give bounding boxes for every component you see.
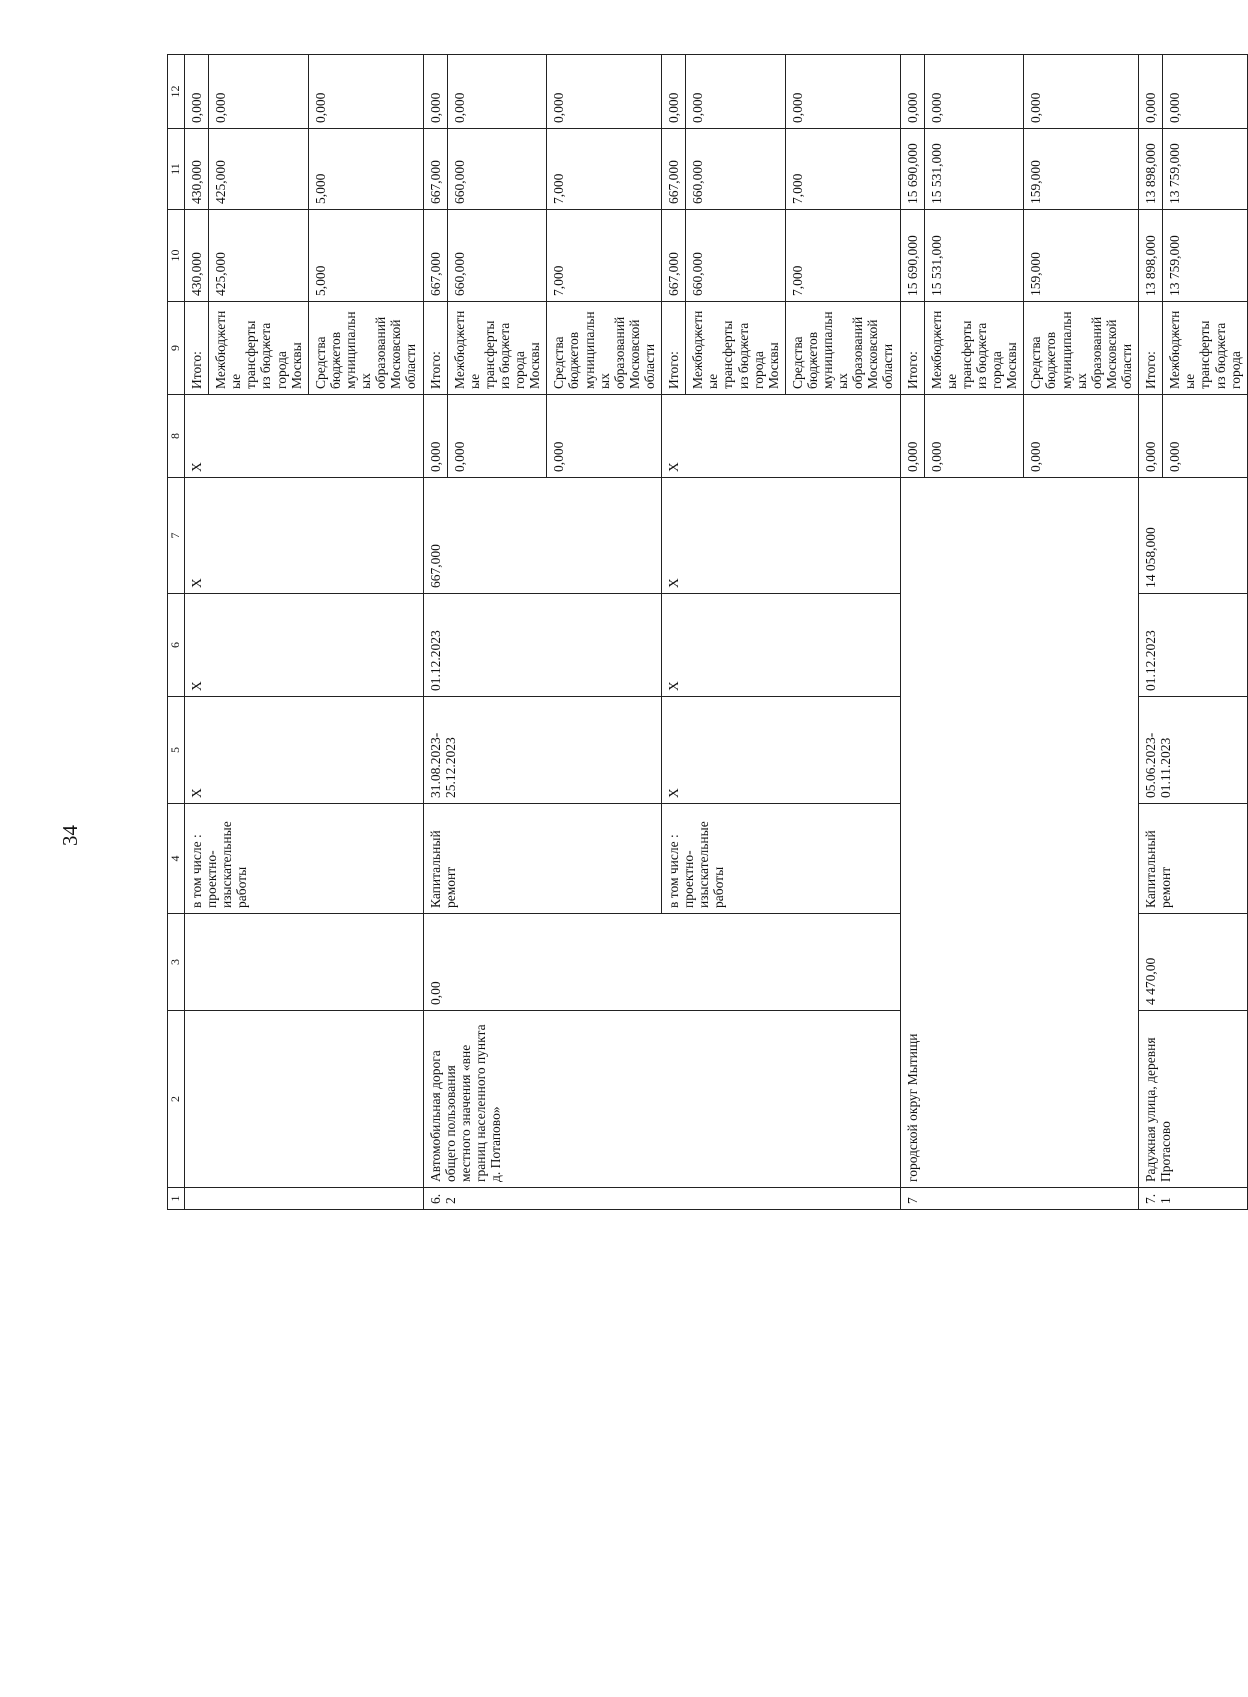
header-cell: 8 bbox=[168, 395, 185, 478]
cell-col11: 425,000 bbox=[209, 129, 309, 210]
cell-cost: X bbox=[185, 478, 424, 594]
cell-cost: X bbox=[662, 478, 901, 594]
cell-col11: 430,000 bbox=[185, 129, 209, 210]
cell-source: Межбюджетные трансферты из бюджета города Москвы bbox=[686, 302, 786, 395]
cell-source: Межбюджетные трансферты из бюджета города Москвы bbox=[924, 302, 1024, 395]
cell-col12: 0,000 bbox=[924, 55, 1024, 129]
cell-dates: 31.08.2023-25.12.2023 bbox=[423, 697, 662, 804]
cell-source: Итого: bbox=[423, 302, 447, 395]
cell-col12: 0,000 bbox=[308, 55, 423, 129]
cell-number bbox=[185, 1188, 424, 1210]
cell-col12: 0,000 bbox=[209, 55, 309, 129]
header-cell: 5 bbox=[168, 697, 185, 804]
cell-col12: 0,000 bbox=[785, 55, 900, 129]
cell-col11: 660,000 bbox=[447, 129, 547, 210]
cell-col8: 0,000 bbox=[1024, 395, 1139, 478]
cell-dates: 05.06.2023-01.11.2023 bbox=[1139, 697, 1248, 804]
cell-deadline: X bbox=[185, 594, 424, 697]
cell-col11: 660,000 bbox=[686, 129, 786, 210]
header-cell: 11 bbox=[168, 129, 185, 210]
header-cell: 2 bbox=[168, 1011, 185, 1188]
cell-object: Радужная улица, деревня Протасово bbox=[1139, 1011, 1248, 1188]
cell-source: Итого: bbox=[662, 302, 686, 395]
cell-source: Средства бюджетов муниципальных образований Московской области bbox=[547, 302, 662, 395]
cell-object bbox=[185, 1011, 424, 1188]
cell-col8: 0,000 bbox=[1139, 395, 1163, 478]
cell-col11: 15 531,000 bbox=[924, 129, 1024, 210]
header-row bbox=[168, 55, 185, 1210]
cell-source: Межбюджетные трансферты из бюджета города Москвы bbox=[209, 302, 309, 395]
cell-col10: 667,000 bbox=[423, 210, 447, 302]
cell-col12: 0,000 bbox=[423, 55, 447, 129]
cell-source: Средства бюджетов муниципальных образований Московской области bbox=[1024, 302, 1139, 395]
cell-source: Итого: bbox=[1139, 302, 1163, 395]
cell-source: Средства бюджетов муниципальных образований Московской области bbox=[308, 302, 423, 395]
cell-col11: 7,000 bbox=[785, 129, 900, 210]
cell-object: городской округ Мытищи bbox=[900, 478, 1139, 1188]
table-row bbox=[185, 55, 209, 1210]
cell-deadline: X bbox=[662, 594, 901, 697]
cell-source: Средства бюджетов муниципальных образований Московской области bbox=[785, 302, 900, 395]
table-row bbox=[1139, 55, 1163, 1210]
financing-table bbox=[167, 54, 1248, 1210]
cell-source: Межбюджетные трансферты из бюджета города bbox=[1163, 302, 1248, 395]
cell-length: 0,00 bbox=[423, 914, 900, 1011]
header-cell: 3 bbox=[168, 914, 185, 1011]
cell-number: 6.2 bbox=[423, 1188, 900, 1210]
cell-col12: 0,000 bbox=[185, 55, 209, 129]
cell-col12: 0,000 bbox=[547, 55, 662, 129]
cell-source: Итого: bbox=[185, 302, 209, 395]
cell-col8: X bbox=[662, 395, 901, 478]
cell-col8: 0,000 bbox=[447, 395, 547, 478]
cell-object: Автомобильная дорога общего пользования местного значения «вне границ населенного пункта д. Потапово» bbox=[423, 1011, 900, 1188]
cell-col8: X bbox=[185, 395, 424, 478]
cell-col11: 667,000 bbox=[423, 129, 447, 210]
cell-col11: 7,000 bbox=[547, 129, 662, 210]
cell-work-type: Капитальный ремонт bbox=[423, 804, 662, 914]
cell-deadline: 01.12.2023 bbox=[423, 594, 662, 697]
cell-work-type: в том числе : проектно-изыскательные работы bbox=[662, 804, 901, 914]
header-cell: 12 bbox=[168, 55, 185, 129]
cell-col11: 13 759,000 bbox=[1163, 129, 1248, 210]
cell-col10: 7,000 bbox=[785, 210, 900, 302]
cell-col11: 15 690,000 bbox=[900, 129, 924, 210]
cell-length: 4 470,00 bbox=[1139, 914, 1248, 1011]
cell-col10: 7,000 bbox=[547, 210, 662, 302]
cell-col8: 0,000 bbox=[924, 395, 1024, 478]
cell-number: 7.1 bbox=[1139, 1188, 1248, 1210]
cell-number: 7 bbox=[900, 1188, 1139, 1210]
cell-col10: 5,000 bbox=[308, 210, 423, 302]
cell-col11: 159,000 bbox=[1024, 129, 1139, 210]
cell-col8: 0,000 bbox=[1163, 395, 1248, 478]
cell-dates: X bbox=[662, 697, 901, 804]
cell-col8: 0,000 bbox=[900, 395, 924, 478]
cell-col10: 15 690,000 bbox=[900, 210, 924, 302]
cell-deadline: 01.12.2023 bbox=[1139, 594, 1248, 697]
rotated-table-wrapper bbox=[167, 55, 1243, 1210]
cell-cost: 667,000 bbox=[423, 478, 662, 594]
header-cell: 9 bbox=[168, 302, 185, 395]
table-row bbox=[900, 55, 924, 1210]
cell-source: Межбюджетные трансферты из бюджета города Москвы bbox=[447, 302, 547, 395]
cell-col8: 0,000 bbox=[423, 395, 447, 478]
header-cell: 10 bbox=[168, 210, 185, 302]
cell-col10: 13 759,000 bbox=[1163, 210, 1248, 302]
cell-col12: 0,000 bbox=[686, 55, 786, 129]
cell-length bbox=[185, 914, 424, 1011]
cell-col10: 430,000 bbox=[185, 210, 209, 302]
cell-col10: 425,000 bbox=[209, 210, 309, 302]
cell-cost: 14 058,000 bbox=[1139, 478, 1248, 594]
table-row bbox=[423, 55, 447, 1210]
cell-dates: X bbox=[185, 697, 424, 804]
cell-col11: 667,000 bbox=[662, 129, 686, 210]
header-cell: 1 bbox=[168, 1188, 185, 1210]
cell-col10: 159,000 bbox=[1024, 210, 1139, 302]
cell-col10: 15 531,000 bbox=[924, 210, 1024, 302]
cell-work-type: в том числе : проектно-изыскательные работы bbox=[185, 804, 424, 914]
cell-work-type: Капитальный ремонт bbox=[1139, 804, 1248, 914]
cell-col12: 0,000 bbox=[1139, 55, 1163, 129]
cell-col10: 660,000 bbox=[686, 210, 786, 302]
page-number: 34 bbox=[58, 825, 82, 846]
cell-col10: 13 898,000 bbox=[1139, 210, 1163, 302]
header-cell: 4 bbox=[168, 804, 185, 914]
cell-col12: 0,000 bbox=[447, 55, 547, 129]
cell-col12: 0,000 bbox=[900, 55, 924, 129]
header-cell: 7 bbox=[168, 478, 185, 594]
cell-col10: 660,000 bbox=[447, 210, 547, 302]
header-cell: 6 bbox=[168, 594, 185, 697]
cell-col12: 0,000 bbox=[662, 55, 686, 129]
cell-col11: 5,000 bbox=[308, 129, 423, 210]
cell-col8: 0,000 bbox=[547, 395, 662, 478]
cell-source: Итого: bbox=[900, 302, 924, 395]
cell-col12: 0,000 bbox=[1163, 55, 1248, 129]
cell-col12: 0,000 bbox=[1024, 55, 1139, 129]
cell-col11: 13 898,000 bbox=[1139, 129, 1163, 210]
cell-col10: 667,000 bbox=[662, 210, 686, 302]
